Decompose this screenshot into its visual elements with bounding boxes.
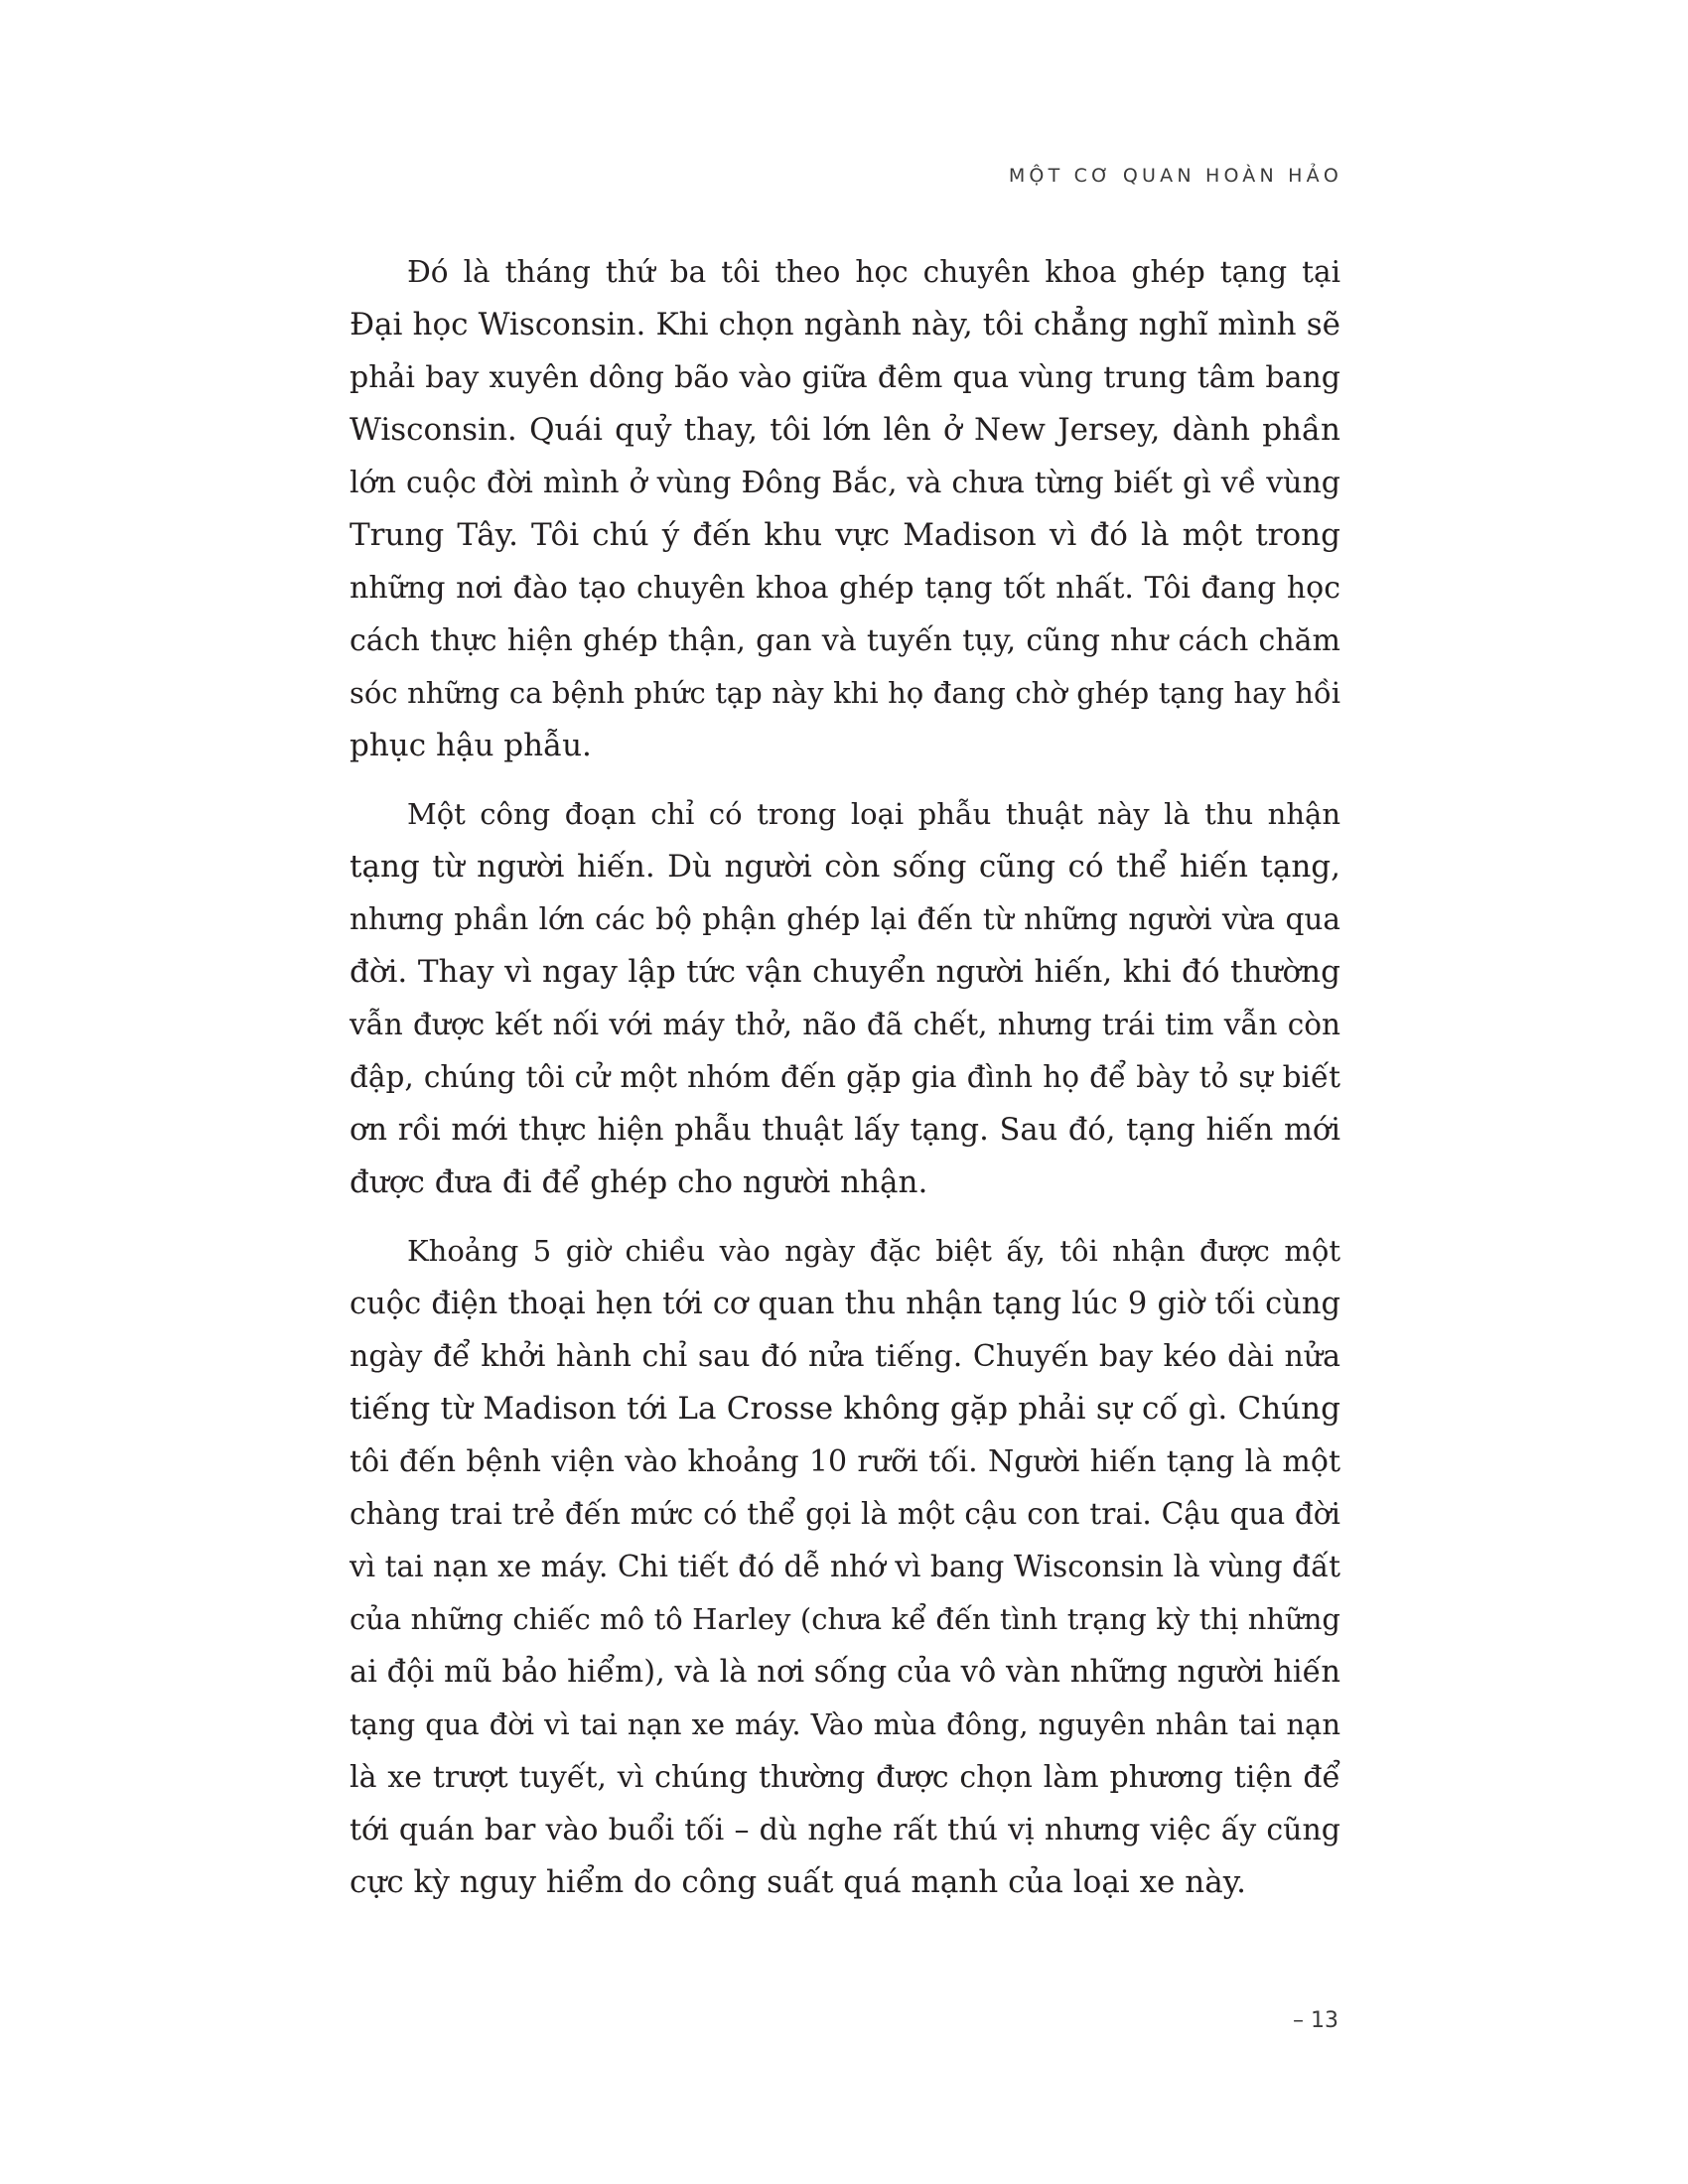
running-header: MỘT CƠ QUAN HOÀN HẢO <box>1008 165 1342 187</box>
text-line: nhưng phần lớn các bộ phận ghép lại đến từ những người vừa qua <box>350 902 1340 936</box>
text-line: vì tai nạn xe máy. Chi tiết đó dễ nhớ vì bang Wisconsin là vùng đất <box>350 1550 1340 1583</box>
text-line: cuộc điện thoại hẹn tới cơ quan thu nhận tạng lúc 9 giờ tối cùng <box>350 1287 1340 1321</box>
text-line: cách thực hiện ghép thận, gan và tuyến tụy, cũng như cách chăm <box>350 623 1340 658</box>
text-line: tới quán bar vào buổi tối – dù nghe rất thú vị nhưng việc ấy cũng <box>350 1813 1340 1847</box>
text-line: cực kỳ nguy hiểm do công suất quá mạnh của loại xe này. <box>350 1864 1246 1900</box>
text-line: là xe trượt tuyết, vì chúng thường được chọn làm phương tiện để <box>350 1760 1340 1795</box>
text-line: Trung Tây. Tôi chú ý đến khu vực Madison vì đó là một trong <box>350 517 1340 553</box>
text-line: những nơi đào tạo chuyên khoa ghép tạng tốt nhất. Tôi đang học <box>350 571 1340 606</box>
text-line: Một công đoạn chỉ có trong loại phẫu thuật này là thu nhận <box>407 797 1340 831</box>
body-text <box>350 246 1340 1925</box>
text-line: phải bay xuyên dông bão vào giữa đêm qua vùng trung tâm bang <box>350 360 1340 395</box>
text-line: phục hậu phẫu. <box>350 728 592 763</box>
text-line: lớn cuộc đời mình ở vùng Đông Bắc, và chưa từng biết gì về vùng <box>350 466 1340 500</box>
text-line: tôi đến bệnh viện vào khoảng 10 rưỡi tối. Người hiến tạng là một <box>350 1444 1340 1479</box>
text-line: tiếng từ Madison tới La Crosse không gặp phải sự cố gì. Chúng <box>350 1391 1340 1427</box>
text-line: đập, chúng tôi cử một nhóm đến gặp gia đình họ để bày tỏ sự biết <box>350 1060 1340 1094</box>
text-line: vẫn được kết nối với máy thở, não đã chết, nhưng trái tim vẫn còn <box>350 1008 1340 1041</box>
text-line: Wisconsin. Quái quỷ thay, tôi lớn lên ở New Jersey, dành phần <box>350 412 1340 448</box>
page-number: – 13 <box>1293 2008 1338 2033</box>
paragraph <box>350 246 1340 772</box>
text-line: Đó là tháng thứ ba tôi theo học chuyên khoa ghép tạng tại <box>407 255 1340 289</box>
text-line: tạng từ người hiến. Dù người còn sống cũng có thể hiến tạng, <box>350 849 1340 885</box>
text-line: Khoảng 5 giờ chiều vào ngày đặc biệt ấy, tôi nhận được một <box>407 1234 1340 1268</box>
text-line: ai đội mũ bảo hiểm), và là nơi sống của vô vàn những người hiến <box>350 1655 1340 1690</box>
text-line: của những chiếc mô tô Harley (chưa kể đến tình trạng kỳ thị những <box>350 1602 1340 1636</box>
text-line: sóc những ca bệnh phức tạp này khi họ đang chờ ghép tạng hay hồi <box>350 676 1340 710</box>
text-line: chàng trai trẻ đến mức có thể gọi là một cậu con trai. Cậu qua đời <box>350 1497 1340 1531</box>
paragraph <box>350 1225 1340 1909</box>
text-line: được đưa đi để ghép cho người nhận. <box>350 1164 928 1200</box>
text-line: tạng qua đời vì tai nạn xe máy. Vào mùa đông, nguyên nhân tai nạn <box>350 1707 1340 1741</box>
paragraph <box>350 788 1340 1209</box>
text-line: đời. Thay vì ngay lập tức vận chuyển người hiến, khi đó thường <box>350 954 1340 990</box>
text-line: ngày để khởi hành chỉ sau đó nửa tiếng. Chuyến bay kéo dài nửa <box>350 1339 1340 1374</box>
text-line: ơn rồi mới thực hiện phẫu thuật lấy tạng. Sau đó, tạng hiến mới <box>350 1113 1340 1148</box>
text-line: Đại học Wisconsin. Khi chọn ngành này, tôi chẳng nghĩ mình sẽ <box>350 307 1340 342</box>
